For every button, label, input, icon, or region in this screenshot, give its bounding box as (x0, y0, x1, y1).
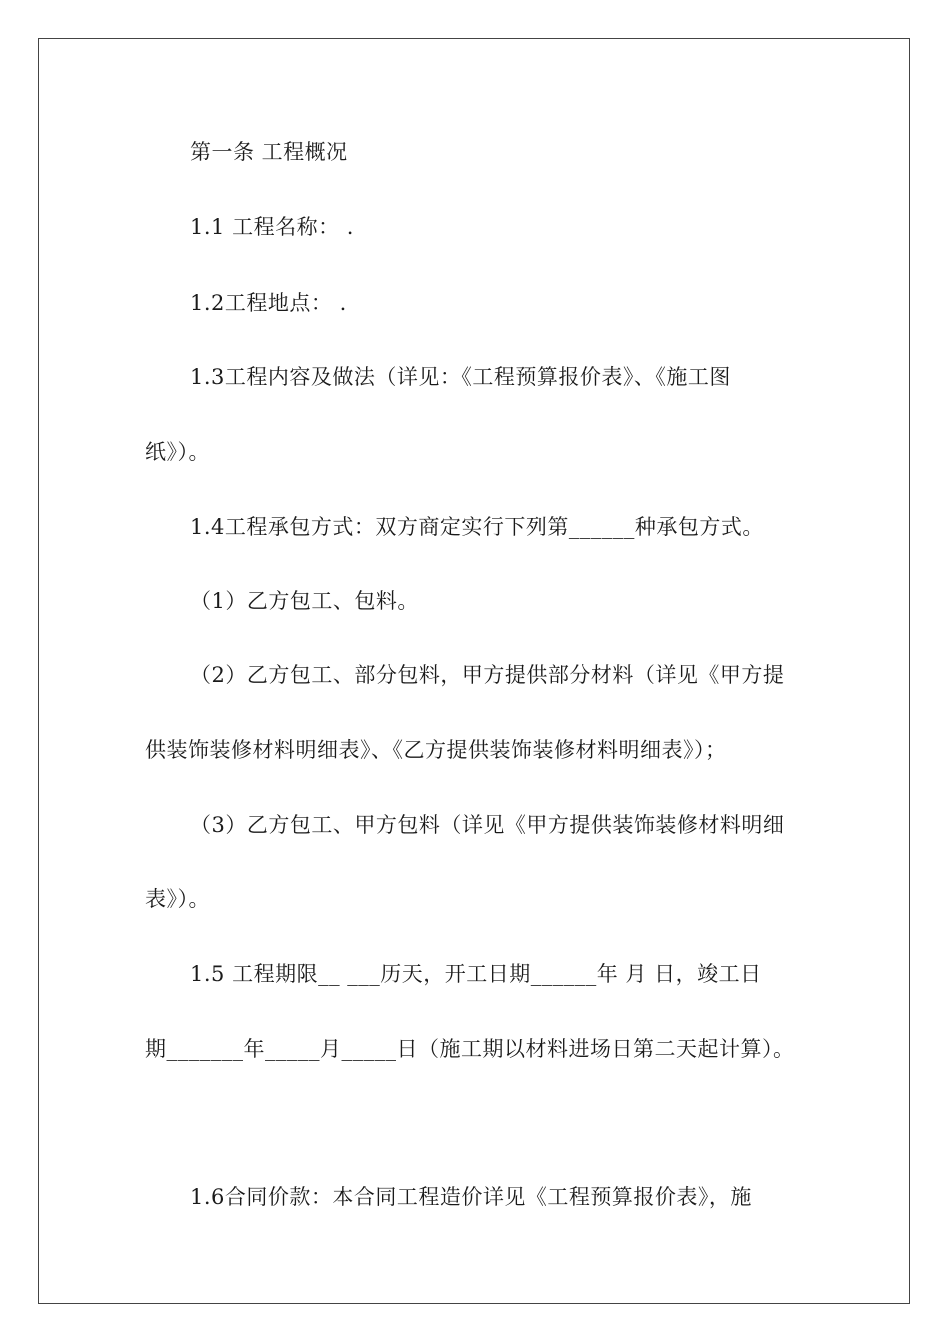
option-3-line-1: （3）乙方包工、甲方包料（详见《甲方提供装饰装修材料明细 (190, 813, 785, 837)
option-2-line-2: 供装饰装修材料明细表》、《乙方提供装饰装修材料明细表》）； (145, 738, 727, 762)
paragraph-1-4: 1.4工程承包方式：双方商定实行下列第______种承包方式。 (190, 515, 764, 539)
paragraph-1-5-line-1: 1.5 工程期限__ ___历天，开工日期______年 月 日，竣工日 (190, 962, 762, 986)
paragraph-1-1: 1.1 工程名称： . (190, 215, 354, 239)
paragraph-1-2: 1.2工程地点： . (190, 291, 347, 315)
option-1: （1）乙方包工、包料。 (190, 589, 419, 613)
option-3-line-2: 表》）。 (145, 887, 210, 911)
paragraph-1-5-line-2: 期_______年_____月_____日（施工期以材料进场日第二天起计算）。 (145, 1037, 795, 1061)
paragraph-1-3-line-2: 纸》）。 (145, 440, 210, 464)
paragraph-1-3-line-1: 1.3工程内容及做法（详见：《工程预算报价表》、《施工图 (190, 365, 731, 389)
page-frame (38, 38, 910, 1304)
option-2-line-1: （2）乙方包工、部分包料，甲方提供部分材料（详见《甲方提 (190, 663, 785, 687)
paragraph-1-6: 1.6合同价款：本合同工程造价详见《工程预算报价表》，施 (190, 1185, 752, 1209)
article-heading: 第一条 工程概况 (190, 140, 348, 164)
